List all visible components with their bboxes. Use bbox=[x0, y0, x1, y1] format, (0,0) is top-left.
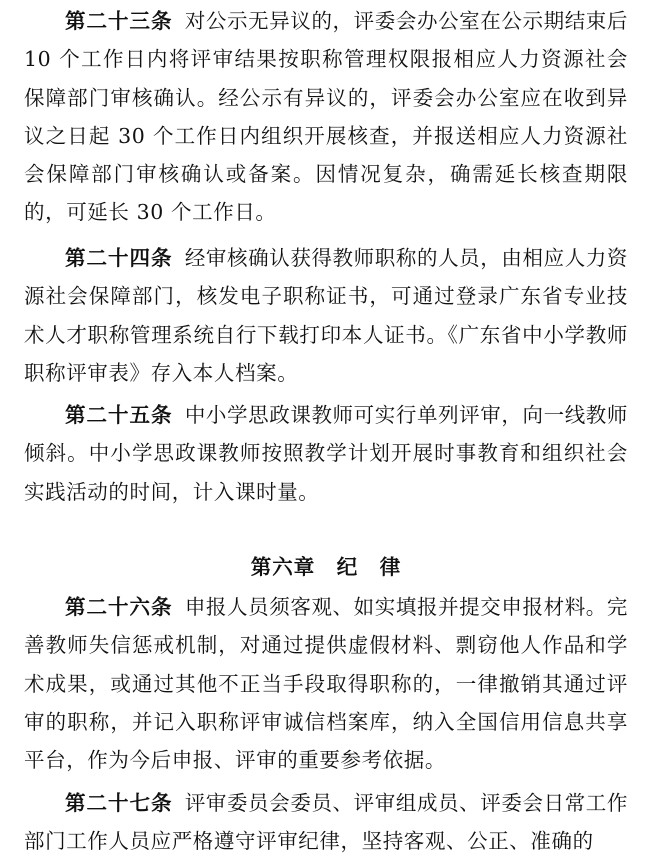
article-text: 申报人员须客观、如实填报并提交申报材料。完善教师失信惩戒机制，对通过提供虚假材料、剽窃他人作品和学术成果，或通过其他不正当手段取得职称的，一律撤销其通过评审的职称，并记入职称评审诚信档案库，纳入全国信用信息共享平台，作为今后申报、评审的重要参考依据。 bbox=[24, 595, 629, 773]
article-25 bbox=[24, 396, 628, 511]
article-number: 第二十四条 bbox=[65, 246, 173, 270]
article-number: 第二十三条 bbox=[65, 9, 173, 33]
article-23 bbox=[24, 2, 628, 232]
article-text: 经审核确认获得教师职称的人员，由相应人力资源社会保障部门，核发电子职称证书，可通过登录广东省专业技术人才职称管理系统自行下载打印本人证书。《广东省中小学教师职称评审表》存入本人档案。 bbox=[24, 246, 629, 385]
article-text: 中小学思政课教师可实行单列评审，向一线教师倾斜。中小学思政课教师按照教学计划开展时事教育和组织社会实践活动的时间，计入课时量。 bbox=[24, 403, 629, 504]
article-text: 评审委员会委员、评审组成员、评委会日常工作部门工作人员应严格遵守评审纪律，坚持客观、公正、准确的 bbox=[24, 791, 629, 854]
article-number: 第二十七条 bbox=[65, 791, 173, 815]
chapter-heading: 第六章 纪 律 bbox=[250, 555, 402, 579]
article-number: 第二十六条 bbox=[65, 595, 173, 619]
article-26 bbox=[24, 588, 628, 779]
article-number: 第二十五条 bbox=[65, 403, 173, 427]
article-27 bbox=[24, 784, 628, 861]
article-text: 对公示无异议的，评委会办公室在公示期结束后 10 个工作日内将评审结果按职称管理权限报相应人力资源社会保障部门审核确认。经公示有异议的，评委会办公室应在收到异议之日起 30 个工作日内组织开展核查，并报送相应人力资源社会保障部门审核确认或备案。因情况复杂，确需延长核查期限的，可延长 30 个工作日。 bbox=[24, 9, 629, 225]
article-24 bbox=[24, 239, 628, 392]
